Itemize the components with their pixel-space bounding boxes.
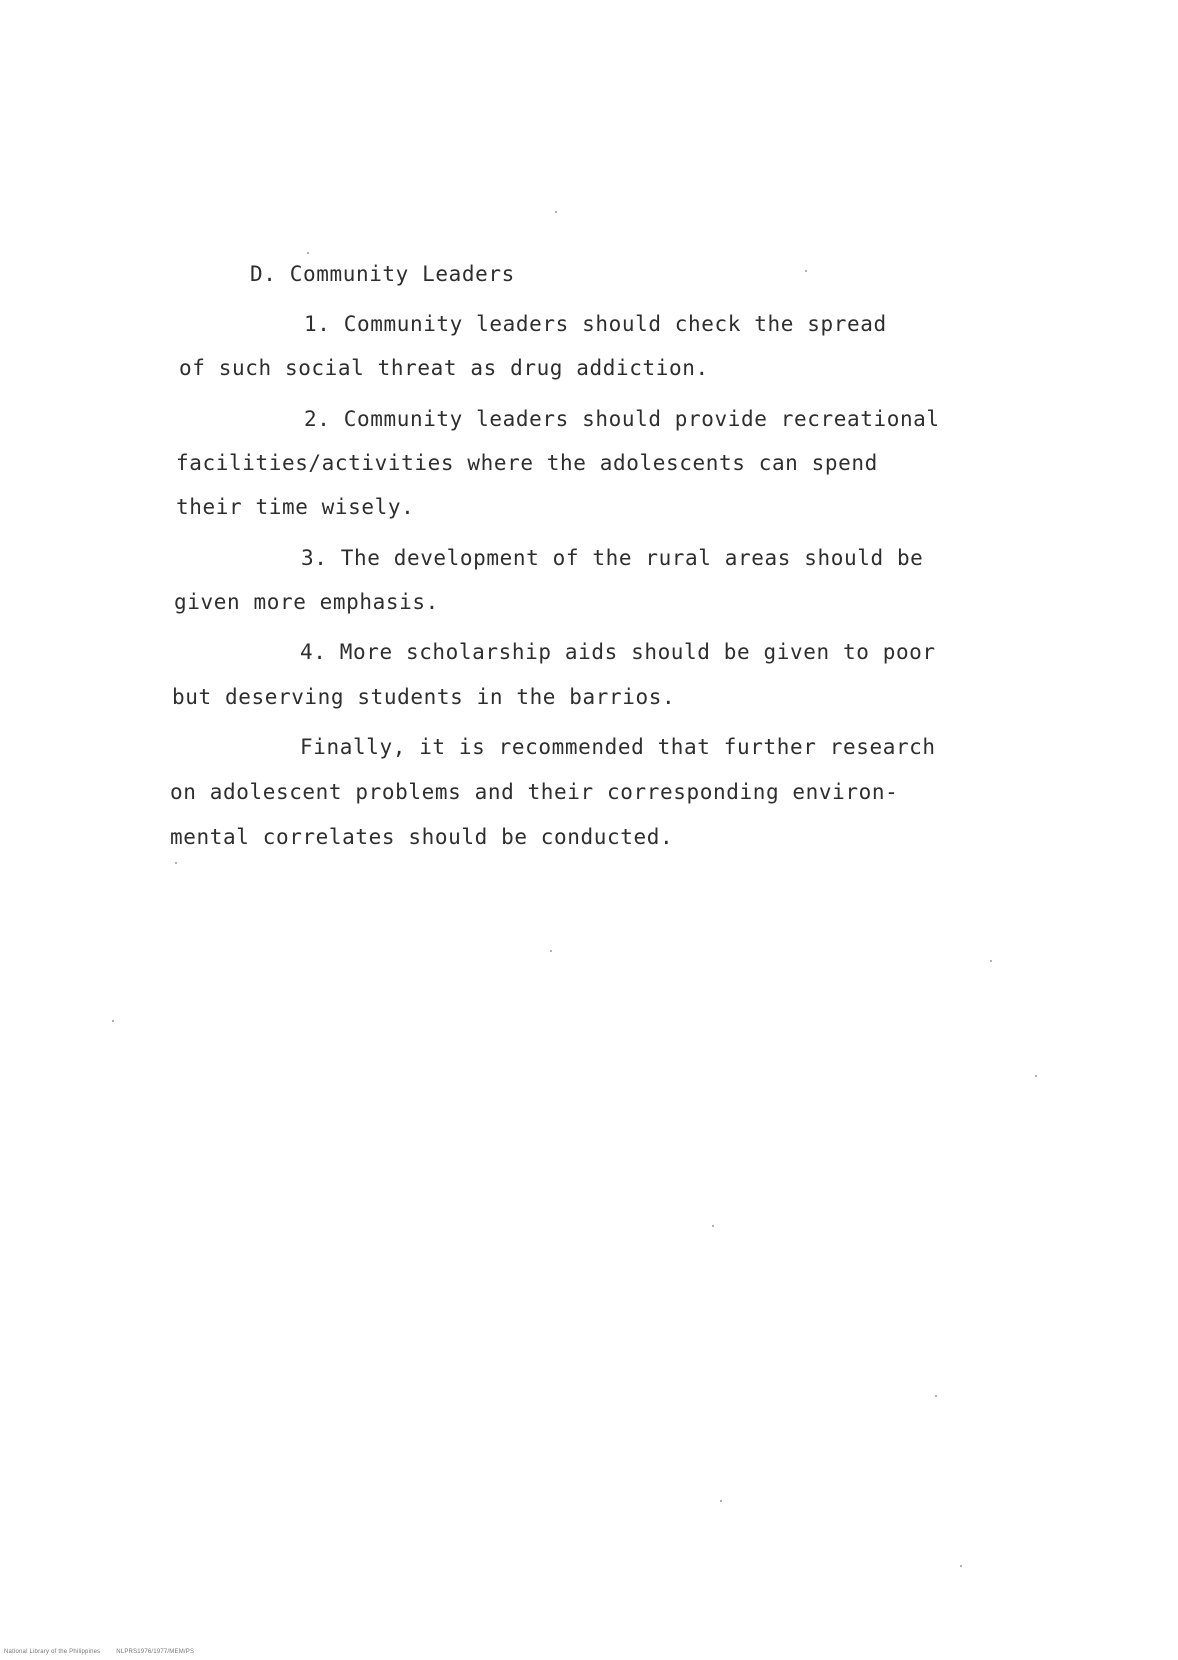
closing-line-1: Finally, it is recommended that further research: [300, 735, 936, 759]
scan-speck: [712, 1225, 714, 1227]
item-3-line-2: given more emphasis.: [174, 590, 439, 614]
scan-speck: [805, 270, 807, 272]
scan-speck: [935, 1395, 937, 1397]
scan-speck: [555, 211, 557, 213]
scan-speck: [550, 950, 552, 952]
item-4-line-1: 4. More scholarship aids should be given to poor: [300, 640, 936, 664]
scan-speck: [990, 960, 992, 962]
scan-speck: [307, 252, 309, 254]
scan-speck: [1035, 1075, 1037, 1077]
section-heading: D. Community Leaders: [250, 262, 515, 286]
scan-footer: [4, 1649, 208, 1655]
footer-library-label: National Library of the Philippines: [4, 1649, 101, 1655]
scan-speck: [960, 1565, 962, 1567]
scan-speck: [720, 1500, 722, 1502]
item-2-line-2: facilities/activities where the adolescents can spend: [176, 451, 878, 475]
scan-speck: [175, 862, 177, 864]
item-2-line-1: 2. Community leaders should provide recreational: [304, 407, 940, 431]
footer-reference-code: NLPRS1976/1977/MEM/PS: [116, 1649, 195, 1655]
closing-line-2: on adolescent problems and their corresponding environ-: [170, 780, 899, 804]
item-1-line-2: of such social threat as drug addiction.: [179, 356, 709, 380]
closing-line-3: mental correlates should be conducted.: [170, 825, 674, 849]
item-1-line-1: 1. Community leaders should check the spread: [304, 312, 887, 336]
item-3-line-1: 3. The development of the rural areas should be: [301, 546, 924, 570]
item-2-line-3: their time wisely.: [176, 495, 415, 519]
item-4-line-2: but deserving students in the barrios.: [172, 685, 676, 709]
scan-speck: [112, 1020, 114, 1022]
